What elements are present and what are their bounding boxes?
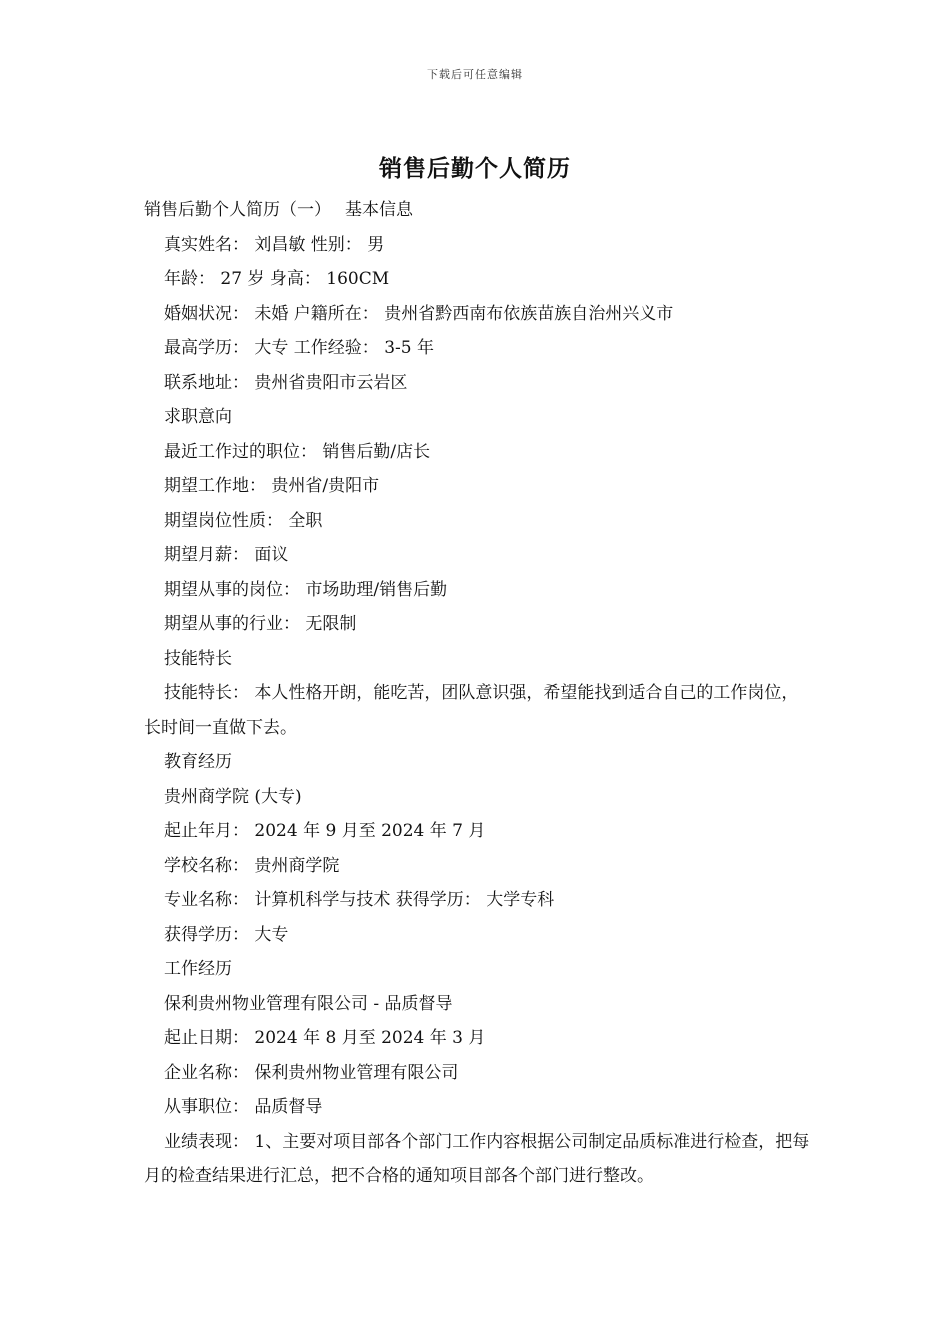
recent-position-line: 最近工作过的职位： 销售后勤/店长 (164, 441, 431, 462)
job-nature-line: 期望岗位性质： 全职 (164, 510, 323, 531)
degree-line: 获得学历： 大专 (164, 924, 289, 945)
resume-subtitle: 销售后勤个人简历（一） (144, 200, 331, 220)
job-position-line: 从事职位： 品质督导 (164, 1097, 323, 1117)
work-period-line: 起止日期： 2024 年 8 月至 2024 年 3 月 (164, 1028, 486, 1048)
intro-line (144, 193, 814, 228)
name-line: 真实姓名： 刘昌敏 性别： 男 (164, 234, 385, 255)
major-line: 专业名称： 计算机科学与技术 获得学历： 大学专科 (164, 890, 555, 910)
desired-location-line: 期望工作地： 贵州省/贵阳市 (164, 476, 380, 496)
age-line: 年龄： 27 岁 身高： 160CM (164, 269, 390, 289)
company-title-line: 保利贵州物业管理有限公司 - 品质督导 (164, 993, 453, 1014)
section-heading-work: 工作经历 (164, 959, 232, 979)
education-level-line: 最高学历： 大专 工作经验： 3-5 年 (164, 338, 434, 358)
industry-line: 期望从事的行业： 无限制 (164, 614, 357, 634)
school-name-line: 学校名称： 贵州商学院 (164, 855, 340, 876)
address-line: 联系地址： 贵州省贵阳市云岩区 (164, 372, 408, 393)
page-title: 销售后勤个人简历 (379, 155, 571, 182)
education-period-line: 起止年月： 2024 年 9 月至 2024 年 7 月 (164, 821, 486, 841)
resume-content (144, 193, 814, 1194)
desired-position-line: 期望从事的岗位： 市场助理/销售后勤 (164, 579, 448, 600)
performance-paragraph: 业绩表现： 1、主要对项目部各个部门工作内容根据公司制定品质标准进行检查，把每月的检查结果进行汇总，把不合格的通知项目部各个部门进行整改。 (144, 1131, 810, 1186)
section-heading-education: 教育经历 (164, 752, 232, 772)
marital-line: 婚姻状况： 未婚 户籍所在： 贵州省黔西南布依族苗族自治州兴义市 (164, 303, 674, 324)
section-heading-intention: 求职意向 (164, 407, 232, 427)
salary-line: 期望月薪： 面议 (164, 545, 289, 565)
section-basic-info: 基本信息 (345, 200, 413, 220)
section-heading-skills: 技能特长 (164, 648, 232, 669)
company-name-line: 企业名称： 保利贵州物业管理有限公司 (164, 1062, 459, 1083)
skills-paragraph: 技能特长： 本人性格开朗，能吃苦，团队意识强，希望能找到适合自己的工作岗位，长时间一直做下去。 (144, 683, 799, 738)
school-line: 贵州商学院 (大专) (164, 786, 302, 807)
header-note: 下载后可任意编辑 (427, 68, 523, 81)
